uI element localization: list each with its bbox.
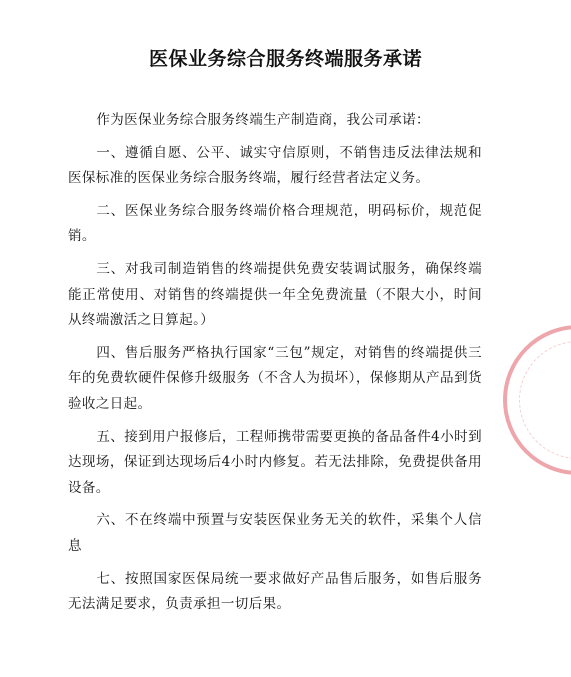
document-body bbox=[68, 108, 482, 625]
document-title: 医保业务综合服务终端服务承诺 bbox=[148, 48, 422, 70]
commitment-paragraph-7: 七、按照国家医保局统一要求做好产品售后服务，如售后服务无法满足要求，负责承担一切后果。 bbox=[68, 570, 482, 613]
intro-paragraph: 作为医保业务综合服务终端生产制造商，我公司承诺： bbox=[96, 112, 430, 128]
commitment-paragraph-2: 二、医保业务综合服务终端价格合理规范，明码标价，规范促销。 bbox=[68, 202, 482, 245]
company-seal-stamp bbox=[503, 325, 571, 475]
seal-clip bbox=[503, 310, 571, 490]
commitment-paragraph-4: 四、售后服务严格执行国家“三包”规定，对销售的终端提供三年的免费软硬件保修升级服务（不含人为损坏），保修期从产品到货验收之日起。 bbox=[68, 344, 482, 412]
commitment-paragraph-6: 六、不在终端中预置与安装医保业务无关的软件，采集个人信息 bbox=[68, 512, 482, 554]
commitment-paragraph-3: 三、对我司制造销售的终端提供免费安装调试服务，确保终端能正常使用、对销售的终端提供一年全免费流量（不限大小，时间从终端激活之日算起。） bbox=[68, 260, 482, 329]
commitment-paragraph-1: 一、遵循自愿、公平、诚实守信原则，不销售违反法律法规和医保标准的医保业务综合服务终端，履行经营者法定义务。 bbox=[68, 144, 482, 187]
commitment-paragraph-5: 五、接到用户报修后，工程师携带需要更换的备品备件4小时到达现场，保证到达现场后4小时内修复。若无法排除，免费提供备用设备。 bbox=[68, 428, 482, 496]
